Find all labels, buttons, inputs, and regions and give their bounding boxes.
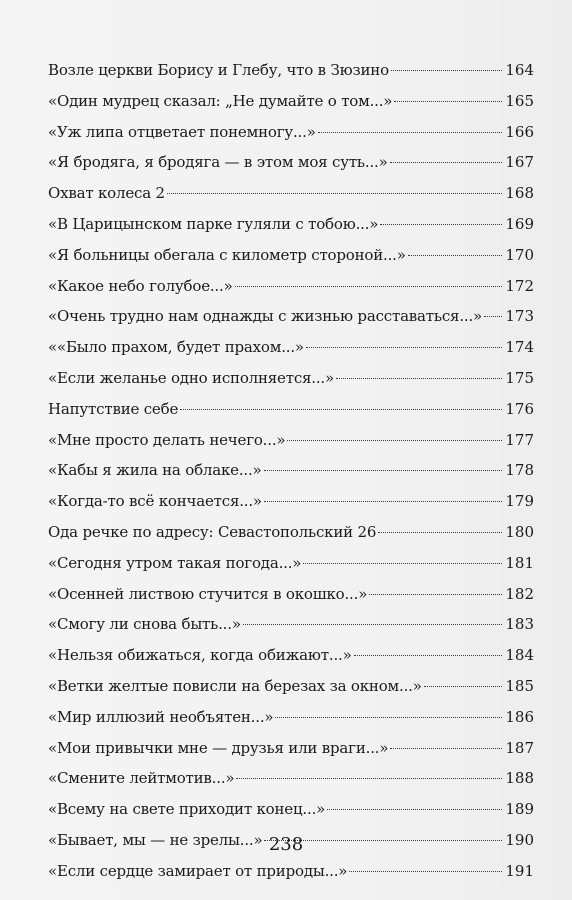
toc-entry: [48, 799, 534, 830]
dot-leader: [264, 501, 502, 502]
toc-entry: [48, 676, 534, 707]
dot-leader: [167, 193, 502, 194]
toc-entry-page: 176: [505, 399, 534, 418]
dot-leader: [349, 871, 502, 872]
toc-entry-title: «Нельзя обижаться, когда обижают...»: [48, 646, 352, 665]
dot-leader: [394, 101, 502, 102]
toc-entry: [48, 276, 534, 307]
toc-entry-title: «Всему на свете приходит конец...»: [48, 800, 326, 819]
toc-entry-page: 183: [505, 615, 534, 634]
toc-entry-title: Возле церкви Борису и Глебу, что в Зюзино: [48, 61, 389, 79]
toc-entry-page: 188: [505, 769, 534, 788]
page-number: 238: [268, 834, 304, 855]
toc-entry-page: 167: [505, 153, 534, 172]
toc-entry: [48, 491, 534, 522]
toc-entry-page: 169: [505, 214, 534, 233]
toc-entry: [48, 768, 534, 799]
toc-entry-title: «Я больницы обегала с километр стороной...»: [48, 245, 406, 264]
toc-entry: [48, 861, 534, 892]
toc-entry-page: 191: [505, 861, 534, 880]
toc-entry-page: 180: [505, 522, 534, 541]
toc-entry: [48, 522, 534, 553]
toc-entry-page: 175: [505, 368, 534, 387]
dot-leader: [336, 378, 502, 379]
toc-entry: [48, 645, 534, 676]
toc-entry-title: «Мои привычки мне — друзья или враги...»: [48, 738, 389, 757]
dot-leader: [354, 655, 503, 656]
toc-entry: [48, 460, 534, 491]
dot-leader: [275, 717, 502, 718]
toc-entry: [48, 245, 534, 276]
toc-entry-page: 166: [505, 122, 534, 141]
toc-entry: [48, 122, 534, 153]
toc-entry-page: 174: [505, 338, 534, 357]
toc-entry: [48, 152, 534, 183]
dot-leader: [287, 440, 502, 441]
dot-leader: [378, 532, 502, 533]
dot-leader: [424, 686, 503, 687]
toc-entry: [48, 430, 534, 461]
dot-leader: [391, 70, 502, 71]
toc-entry-page: 172: [505, 276, 534, 295]
dot-leader: [303, 563, 502, 564]
toc-entry: [48, 214, 534, 245]
dot-leader: [264, 470, 503, 471]
dot-leader: [369, 594, 502, 595]
toc-entry-title: «Кабы я жила на облаке...»: [48, 461, 262, 480]
toc-entry-title: «Очень трудно нам однажды с жизнью расставаться...»: [48, 307, 483, 326]
dot-leader: [236, 778, 502, 779]
toc-entry-title: «Сегодня утром такая погода...»: [48, 553, 302, 572]
dot-leader: [318, 132, 503, 133]
toc-entry-page: 190: [505, 830, 534, 849]
toc-entry: [48, 738, 534, 769]
dot-leader: [390, 748, 502, 749]
toc-entry-page: 189: [505, 800, 534, 819]
toc-entry-page: 186: [505, 707, 534, 726]
toc-entry: [48, 399, 534, 430]
toc-entry-page: 179: [505, 492, 534, 511]
dot-leader: [180, 409, 502, 410]
toc-entry-page: 173: [505, 307, 534, 326]
toc-entry-page: 184: [505, 646, 534, 665]
toc-entry-title: «Бывает, мы — не зрелы...»: [48, 830, 263, 849]
toc-entry-title: «Мир иллюзий необъятен...»: [48, 707, 274, 726]
dot-leader: [306, 347, 502, 348]
toc-entry-title: «Я бродяга, я бродяга — в этом моя суть...»: [48, 153, 388, 172]
toc-entry: [48, 553, 534, 584]
toc-entry-page: 164: [505, 61, 534, 79]
toc-entry: [48, 368, 534, 399]
toc-entry: [48, 337, 534, 368]
toc-entry-page: 182: [505, 584, 534, 603]
toc-entry-title: «Когда-то всё кончается...»: [48, 492, 262, 511]
toc-entry-title: «Один мудрец сказал: „Не думайте о том...»: [48, 91, 393, 110]
toc-entry-page: 178: [505, 461, 534, 480]
toc-entry: [48, 584, 534, 615]
table-of-contents: [48, 60, 534, 892]
dot-leader: [243, 624, 503, 625]
toc-entry-title: Ода речке по адресу: Севастопольский 26: [48, 522, 377, 541]
dot-leader: [408, 255, 503, 256]
toc-entry: [48, 91, 534, 122]
toc-entry-title: ««Было прахом, будет прахом...»: [48, 338, 304, 357]
toc-entry: [48, 614, 534, 645]
toc-entry-page: 185: [505, 676, 534, 695]
toc-entry-title: «Если желанье одно исполняется...»: [48, 368, 334, 387]
toc-entry-title: «Смените лейтмотив...»: [48, 769, 235, 788]
toc-entry-title: «Какое небо голубое...»: [48, 276, 233, 295]
toc-entry-page: 170: [505, 245, 534, 264]
toc-entry-title: «Уж липа отцветает понемногу...»: [48, 122, 316, 141]
toc-entry-title: «В Царицынском парке гуляли с тобою...»: [48, 214, 379, 233]
toc-entry-title: «Мне просто делать нечего...»: [48, 430, 286, 449]
toc-entry-page: 181: [505, 553, 534, 572]
toc-entry: [48, 183, 534, 214]
toc-entry-page: 177: [505, 430, 534, 449]
toc-entry-title: «Смогу ли снова быть...»: [48, 615, 241, 634]
toc-entry-page: 168: [505, 184, 534, 203]
toc-entry: [48, 306, 534, 337]
toc-entry: [48, 60, 534, 91]
toc-entry-title: Напутствие себе: [48, 399, 179, 418]
toc-entry-title: Охват колеса 2: [48, 184, 165, 203]
dot-leader: [380, 224, 502, 225]
dot-leader: [390, 162, 503, 163]
dot-leader: [484, 316, 502, 317]
dot-leader: [327, 809, 502, 810]
toc-entry-title: «Если сердце замирает от природы...»: [48, 861, 348, 880]
dot-leader: [235, 286, 503, 287]
toc-entry-page: 187: [505, 738, 534, 757]
toc-entry-page: 165: [505, 91, 534, 110]
toc-entry-title: «Ветки желтые повисли на березах за окном...»: [48, 676, 422, 695]
toc-entry-title: «Осенней листвою стучится в окошко...»: [48, 584, 368, 603]
toc-entry: [48, 707, 534, 738]
